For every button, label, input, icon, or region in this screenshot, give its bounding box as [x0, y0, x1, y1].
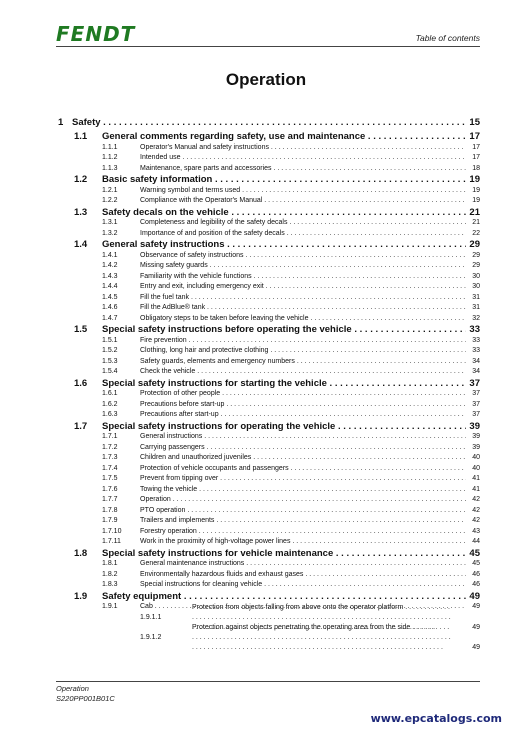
header-section-label: Table of contents	[415, 33, 480, 43]
toc-entry-number: 1.5	[74, 324, 88, 335]
toc-entry-page: 19	[469, 174, 480, 185]
toc-entry[interactable]	[56, 432, 480, 443]
toc-entry-title: Warning symbol and terms used . . .	[56, 186, 466, 197]
toc-entry[interactable]	[56, 346, 480, 357]
toc-entry-title: Precautions after start-up . . .	[56, 410, 466, 421]
toc-entry-title: Special safety instructions before operating the vehicle . . .	[56, 324, 466, 336]
toc-entry-title: Precautions before start-up . . .	[56, 400, 466, 411]
toc-entry-title: Protection from objects falling from above onto the operator platform . . .	[56, 603, 452, 633]
toc-entry[interactable]	[56, 537, 480, 548]
toc-entry-page: 17	[472, 143, 480, 151]
toc-entry-page: 41	[472, 475, 480, 482]
toc-entry-page: 18	[472, 164, 480, 172]
toc-entry-number: 1.7.6	[102, 485, 118, 493]
toc-entry-title: Fill the fuel tank . . .	[56, 293, 466, 304]
toc-entry-number: 1.3	[74, 206, 88, 218]
toc-entry-page: 45	[469, 547, 480, 559]
fendt-logo	[56, 22, 150, 46]
toc-entry-title: Safety equipment . . .	[56, 591, 466, 603]
toc-entry[interactable]	[56, 474, 480, 485]
toc-entry[interactable]	[56, 591, 480, 603]
footer-doc-code: S220PP001B01C	[56, 694, 115, 703]
toc-entry-number: 1.6.1	[102, 390, 118, 397]
toc-entry-number: 1.7.9	[102, 517, 118, 524]
toc-entry-page: 39	[472, 443, 480, 451]
toc-entry[interactable]	[56, 174, 480, 186]
toc-entry[interactable]	[56, 357, 480, 368]
toc-entry-number: 1.5.4	[102, 368, 118, 375]
toc-entry-number: 1.8.3	[102, 581, 118, 588]
toc-entry-number: 1.7.1	[102, 433, 118, 440]
toc-entry[interactable]	[56, 495, 480, 506]
footer-chapter: Operation	[56, 684, 89, 693]
toc-entry-page: 41	[472, 485, 480, 493]
toc-entry-title: Cab . . .	[56, 602, 466, 613]
toc-entry[interactable]	[56, 570, 480, 581]
toc-entry-number: 1.4.6	[102, 304, 118, 311]
footer	[56, 684, 115, 704]
toc-entry-page: 37	[472, 411, 480, 418]
toc-entry-number: 1.7.8	[102, 506, 118, 514]
toc-entry-title: Work in the proximity of high-voltage power lines . . .	[56, 537, 466, 548]
toc-entry-page: 49	[469, 590, 480, 602]
toc-entry-title: Safety guards, elements and emergency numbers . . .	[56, 357, 466, 368]
toc-entry-page: 21	[469, 206, 480, 218]
toc-entry-title: PTO operation . . .	[56, 506, 466, 517]
toc-entry-page: 37	[472, 400, 480, 408]
toc-entry-page: 33	[472, 347, 480, 354]
toc-entry-page: 42	[472, 517, 480, 524]
toc-entry-page: 46	[472, 581, 480, 588]
toc-entry-page: 30	[472, 283, 480, 290]
toc-entry[interactable]	[56, 580, 480, 591]
toc-entry-number: 1.2.2	[102, 197, 118, 204]
toc-entry-title: Maintenance, spare parts and accessories . . .	[56, 164, 466, 175]
page-title: Operation	[225, 70, 307, 89]
toc-entry-page: 37	[472, 390, 480, 397]
toc-entry-title: Basic safety information . . .	[56, 174, 466, 186]
toc-entry-title: Forestry operation . . .	[56, 527, 466, 538]
toc-entry-page: 31	[472, 304, 480, 311]
logo-text: FENDT	[56, 22, 136, 46]
toc-entry-number: 1.5.2	[102, 347, 118, 354]
toc-entry-title: General comments regarding safety, use and maintenance . . .	[56, 131, 466, 143]
toc-entry-title: Completeness and legibility of the safety decals . . .	[56, 218, 466, 229]
header-divider	[56, 46, 480, 47]
toc-entry[interactable]	[56, 559, 480, 570]
toc-entry[interactable]	[56, 314, 480, 325]
toc-entry-page: 37	[469, 377, 480, 389]
toc-entry-title: Observance of safety instructions . . .	[56, 251, 466, 262]
toc-entry-page: 33	[472, 336, 480, 344]
toc-entry-number: 1.4.1	[102, 251, 118, 259]
toc-entry-title: Clothing, long hair and protective clothing . . .	[56, 346, 466, 357]
toc-entry-title: Fill the AdBlue® tank . . .	[56, 303, 466, 314]
toc-entry-title: Prevent from tipping over . . .	[56, 474, 466, 485]
toc-entry-title: Compliance with the Operator's Manual . . .	[56, 196, 466, 207]
toc-entry[interactable]	[56, 218, 480, 229]
toc-entry-number: 1.7.2	[102, 443, 118, 451]
toc-entry-title: Importance of and position of the safety decals . . .	[56, 229, 466, 240]
toc-entry[interactable]	[56, 421, 480, 433]
toc-entry[interactable]	[56, 324, 480, 336]
toc-entry[interactable]	[56, 131, 480, 143]
toc-entry-number: 1.1.3	[102, 164, 118, 172]
toc-entry-title: Special safety instructions for starting the vehicle . . .	[56, 378, 466, 390]
toc-entry-title: Towing the vehicle . . .	[56, 485, 466, 496]
toc-entry[interactable]	[56, 453, 480, 464]
toc-entry-page: 29	[472, 262, 480, 269]
toc-entry[interactable]	[56, 143, 480, 154]
toc-entry[interactable]	[56, 548, 480, 560]
toc-entry-number: 1.4.7	[102, 314, 118, 322]
toc-entry[interactable]	[56, 164, 480, 175]
toc-entry[interactable]	[56, 389, 480, 400]
toc-entry[interactable]	[56, 516, 480, 527]
toc-entry[interactable]	[56, 464, 480, 475]
toc-entry-number: 1.7.11	[102, 538, 121, 545]
toc-entry-title: Intended use . . .	[56, 153, 466, 164]
toc-entry-title: General maintenance instructions . . .	[56, 559, 466, 570]
toc-entry[interactable]	[56, 336, 480, 347]
toc-entry-number: 1.4.2	[102, 262, 118, 269]
toc-entry-page: 17	[472, 154, 480, 161]
toc-entry-number: 1.1.2	[102, 154, 118, 161]
toc-entry-number: 1.8.2	[102, 570, 118, 578]
toc-entry-page: 49	[472, 603, 480, 610]
toc-entry-number: 1.7.4	[102, 464, 118, 472]
toc-entry-title: Operator's Manual and safety instructions . . .	[56, 143, 466, 154]
toc-entry-number: 1.9	[74, 590, 88, 602]
toc-entry-number: 1.7.10	[102, 527, 122, 535]
toc-entry-title: Entry and exit, including emergency exit . . .	[56, 282, 466, 293]
toc-entry-number: 1.3.2	[102, 229, 118, 237]
toc-entry-number: 1.8.1	[102, 560, 118, 567]
toc-entry-title: Obligatory steps to be taken before leaving the vehicle . . .	[56, 314, 466, 325]
toc-entry-number: 1.8	[74, 547, 88, 559]
toc-entry-number: 1.6	[74, 377, 88, 389]
toc-entry[interactable]	[56, 153, 480, 164]
watermark: www.epcatalogs.com	[370, 712, 502, 725]
toc-entry-number: 1.3.1	[102, 219, 118, 226]
toc-entry[interactable]	[56, 293, 480, 304]
toc-entry[interactable]	[56, 282, 480, 293]
toc-entry[interactable]	[56, 261, 480, 272]
toc-entry-number: 1	[58, 117, 64, 128]
toc-entry-page: 40	[472, 454, 480, 461]
toc-entry[interactable]	[56, 443, 480, 454]
toc-entry-title: Environmentally hazardous fluids and exhaust gases . . .	[56, 570, 466, 581]
toc-entry-number: 1.9.1.2	[140, 633, 162, 641]
toc-entry-page: 46	[472, 570, 480, 578]
toc-entry-number: 1.7.7	[102, 496, 118, 503]
toc-entry-page: 49	[472, 623, 480, 631]
toc-entry-page: 40	[472, 464, 480, 472]
toc-entry-page: 45	[472, 560, 480, 567]
toc-entry[interactable]	[56, 400, 480, 411]
toc-entry-title: General instructions . . .	[56, 432, 466, 443]
toc-entry-title: Missing safety guards . . .	[56, 261, 466, 272]
toc-entry-number: 1.1	[74, 131, 88, 142]
toc-entry-page: 15	[469, 117, 480, 128]
toc-entry-page: 33	[469, 324, 480, 335]
toc-entry-title: Safety decals on the vehicle . . .	[56, 207, 466, 219]
toc-entry-title: Familiarity with the vehicle functions . . .	[56, 272, 466, 283]
toc-entry-number: 1.7	[74, 420, 88, 432]
toc-entry-title: Special instructions for cleaning vehicle . . .	[56, 580, 466, 591]
toc-entry-title: Trailers and implements . . .	[56, 516, 466, 527]
toc-entry-number: 1.9.1	[102, 603, 118, 610]
toc-entry-page: 22	[472, 229, 480, 237]
toc-entry[interactable]	[56, 117, 480, 129]
toc-entry[interactable]	[56, 229, 480, 240]
toc-entry-title: Safety . . .	[56, 117, 466, 129]
toc-entry-page: 32	[472, 314, 480, 322]
toc-entry-page: 29	[472, 251, 480, 259]
toc-entry-title: General safety instructions . . .	[56, 239, 466, 251]
table-of-contents	[56, 117, 480, 653]
toc-entry-page: 30	[472, 272, 480, 280]
toc-entry-title: Carrying passengers . . .	[56, 443, 466, 454]
toc-entry-page: 44	[472, 538, 480, 545]
toc-entry-number: 1.4	[74, 239, 88, 250]
toc-entry[interactable]	[56, 272, 480, 283]
footer-divider	[56, 681, 480, 682]
toc-entry[interactable]	[56, 410, 480, 421]
toc-entry[interactable]	[56, 303, 480, 314]
toc-entry-page: 21	[472, 219, 480, 226]
toc-entry-title: Check the vehicle . . .	[56, 367, 466, 378]
toc-entry[interactable]	[56, 186, 480, 197]
toc-entry-title: Protection against objects penetrating the operating area from the side . . .	[56, 623, 452, 653]
toc-entry-title: Special safety instructions for vehicle maintenance . . .	[56, 548, 466, 560]
toc-entry-number: 1.5.1	[102, 336, 118, 344]
toc-entry-page: 49	[472, 643, 480, 651]
toc-entry[interactable]	[56, 239, 480, 251]
toc-entry-title: Fire prevention . . .	[56, 336, 466, 347]
toc-entry[interactable]	[56, 623, 480, 653]
toc-entry-title: Special safety instructions for operating the vehicle . . .	[56, 421, 466, 433]
toc-entry-number: 1.4.4	[102, 283, 118, 290]
toc-entry-title: Protection of other people . . .	[56, 389, 466, 400]
toc-entry-page: 42	[472, 496, 480, 503]
toc-entry-page: 17	[469, 131, 480, 142]
toc-entry-number: 1.7.3	[102, 454, 118, 461]
toc-entry-number: 1.6.2	[102, 400, 118, 408]
toc-entry-number: 1.2.1	[102, 186, 118, 194]
toc-entry-number: 1.5.3	[102, 357, 118, 365]
toc-entry[interactable]	[56, 506, 480, 517]
toc-entry-page: 34	[472, 368, 480, 375]
toc-entry-page: 34	[472, 357, 480, 365]
toc-entry-title: Operation . . .	[56, 495, 466, 506]
toc-entry[interactable]	[56, 196, 480, 207]
toc-entry-page: 19	[472, 197, 480, 204]
toc-entry-number: 1.2	[74, 174, 88, 185]
toc-entry[interactable]	[56, 251, 480, 262]
toc-entry-title: Protection of vehicle occupants and passengers . . .	[56, 464, 466, 475]
toc-entry[interactable]	[56, 378, 480, 390]
toc-entry-page: 39	[469, 420, 480, 432]
toc-entry[interactable]	[56, 207, 480, 219]
toc-entry-page: 42	[472, 506, 480, 514]
toc-entry-number: 1.1.1	[102, 143, 118, 151]
toc-entry-title: Children and unauthorized juveniles . . .	[56, 453, 466, 464]
toc-entry-page: 29	[469, 239, 480, 250]
toc-entry-number: 1.6.3	[102, 411, 118, 418]
toc-entry-page: 31	[472, 293, 480, 301]
toc-entry-number: 1.4.3	[102, 272, 118, 280]
toc-entry-number: 1.9.1.1	[140, 613, 162, 621]
toc-entry-page: 43	[472, 527, 480, 535]
toc-entry-page: 19	[472, 186, 480, 194]
toc-entry[interactable]	[56, 485, 480, 496]
toc-entry[interactable]	[56, 367, 480, 378]
toc-entry-number: 1.7.5	[102, 475, 118, 482]
toc-entry-number: 1.4.5	[102, 293, 118, 301]
toc-entry-page: 39	[472, 433, 480, 440]
toc-entry[interactable]	[56, 527, 480, 538]
